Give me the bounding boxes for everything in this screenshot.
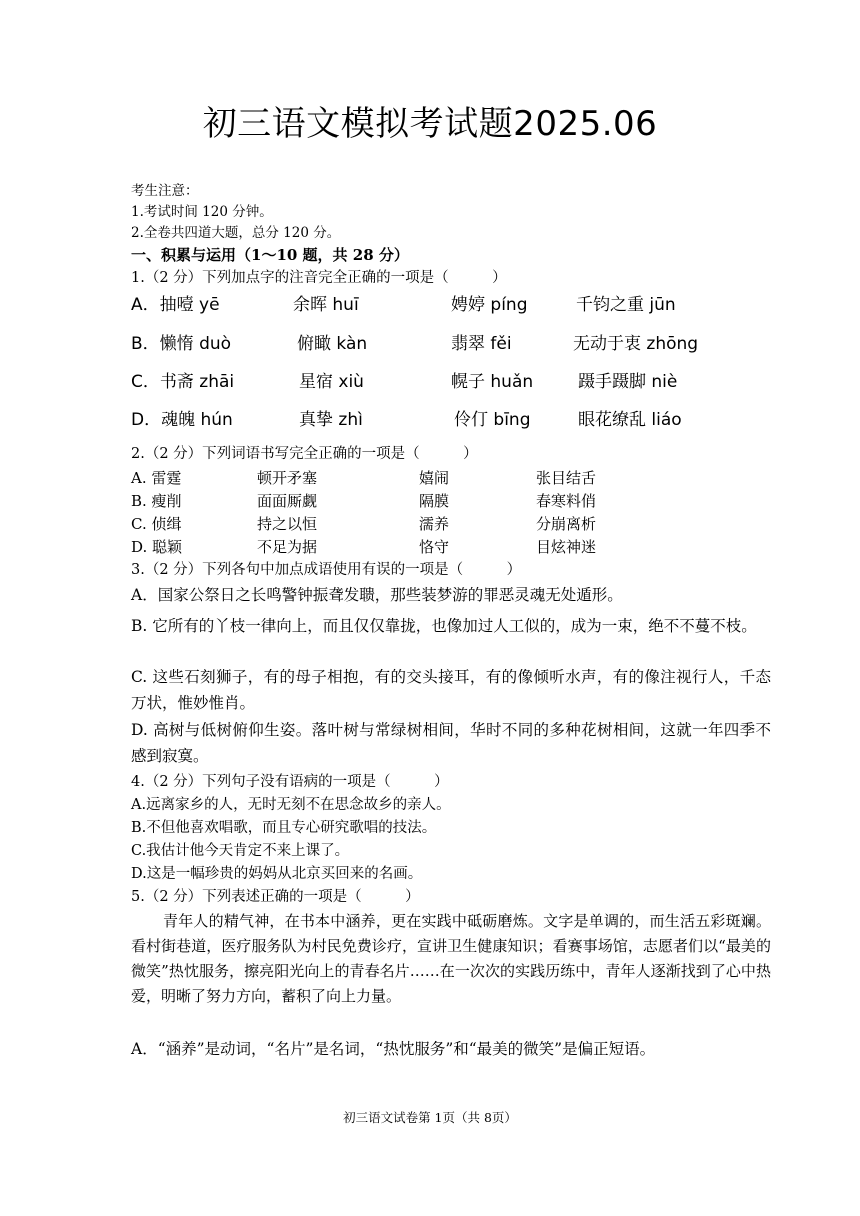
- question-2-option-row: [131, 467, 771, 489]
- question-2-option-row: [131, 536, 771, 558]
- option-cell: 濡养: [419, 515, 450, 533]
- option-cell: 面面厮觑: [257, 492, 318, 510]
- question-1-option-row: [131, 331, 771, 357]
- option-cell: 翡翠 fěi: [451, 334, 512, 354]
- option-cell: 隔膜: [419, 492, 450, 510]
- option-cell: 持之以恒: [257, 515, 318, 533]
- option-cell: C．书斋 zhāi: [131, 372, 235, 392]
- notice-item: 2.全卷共四道大题，总分 120 分。: [131, 225, 341, 241]
- question-3-stem: 3.（2 分）下列各句中加点成语使用有误的一项是（ ）: [131, 562, 522, 578]
- option-cell: 余晖 huī: [293, 295, 359, 315]
- page-footer: 初三语文试卷第 1页（共 8页）: [343, 1110, 517, 1125]
- question-2-option-row: [131, 513, 771, 535]
- question-4-option: A.远离家乡的人，无时无刻不在思念故乡的亲人。: [131, 797, 451, 813]
- question-3-option: D. 高树与低树俯仰生姿。落叶树与常绿树相间，华时不同的多种花树相间，这就一年四季不感到寂寞。: [131, 721, 771, 765]
- question-5-stem: 5.（2 分）下列表述正确的一项是（ ）: [131, 889, 420, 905]
- question-4-option: C.我估计他今天肯定不来上课了。: [131, 843, 350, 859]
- option-cell: 张目结舌: [536, 469, 597, 487]
- question-3-option: A．国家公祭日之长鸣警钟振聋发聩，那些装梦游的罪恶灵魂无处遁形。: [131, 586, 623, 604]
- question-5-passage: 青年人的精气神，在书本中涵养，更在实践中砥砺磨炼。文字是单调的，而生活五彩斑斓。看村街巷道，医疗服务队为村民免费诊疗，宣讲卫生健康知识；看赛事场馆，志愿者们以“最美的微笑”热忱服务，擦亮阳光向上的青春名片……在一次次的实践历练中，青年人逐渐找到了心中热爱，明晰了努力方向，蓄积了向上力量。: [131, 912, 771, 1005]
- option-cell: D. 聪颖: [131, 538, 183, 556]
- question-3-option: B. 它所有的丫枝一律向上，而且仅仅靠拢，也像加过人工似的，成为一束，绝不不蔓不枝。: [131, 617, 757, 635]
- question-1-stem: 1.（2 分）下列加点字的注音完全正确的一项是（ ）: [131, 270, 507, 286]
- question-3-option: C. 这些石刻狮子，有的母子相抱，有的交头接耳，有的像倾听水声，有的像注视行人，千态万状，惟妙惟肖。: [131, 668, 771, 712]
- question-2-option-row: [131, 490, 771, 512]
- notice-heading: 考生注意：: [131, 183, 199, 199]
- option-cell: 不足为据: [257, 538, 318, 556]
- option-cell: 娉婷 píng: [451, 295, 528, 315]
- option-cell: 蹑手蹑脚 niè: [578, 372, 678, 392]
- option-cell: 顿开矛塞: [257, 469, 318, 487]
- section-heading: 一、积累与运用（1～10 题，共 28 分）: [131, 246, 409, 264]
- option-cell: C. 侦缉: [131, 515, 182, 533]
- option-cell: 伶仃 bīng: [454, 410, 531, 430]
- question-2-stem: 2.（2 分）下列词语书写完全正确的一项是（ ）: [131, 446, 478, 462]
- option-cell: 真挚 zhì: [299, 410, 363, 430]
- option-cell: 春寒料俏: [536, 492, 597, 510]
- page-title: 初三语文模拟考试题2025.06: [202, 104, 658, 144]
- option-cell: 幌子 huǎn: [451, 372, 534, 392]
- option-cell: 分崩离析: [536, 515, 597, 533]
- question-4-stem: 4.（2 分）下列句子没有语病的一项是（ ）: [131, 774, 449, 790]
- option-cell: B. 瘦削: [131, 492, 182, 510]
- option-cell: 眼花缭乱 liáo: [578, 410, 682, 430]
- option-cell: A. 雷霆: [131, 469, 182, 487]
- question-5-option: A．“涵养”是动词，“名片”是名词，“热忱服务”和“最美的微笑”是偏正短语。: [131, 1040, 656, 1058]
- option-cell: B．懒惰 duò: [131, 334, 232, 354]
- question-1-option-row: [131, 292, 771, 318]
- question-4-option: D.这是一幅珍贵的妈妈从北京买回来的名画。: [131, 866, 423, 882]
- question-4-option: B.不但他喜欢唱歌，而且专心研究歌唱的技法。: [131, 820, 437, 836]
- option-cell: 无动于衷 zhōng: [573, 334, 699, 354]
- option-cell: 千钧之重 jūn: [576, 295, 676, 315]
- option-cell: 俯瞰 kàn: [297, 334, 368, 354]
- option-cell: 恪守: [419, 538, 450, 556]
- question-1-option-row: [131, 407, 771, 433]
- option-cell: A．抽噎 yē: [131, 295, 220, 315]
- option-cell: 目炫神迷: [536, 538, 597, 556]
- option-cell: 星宿 xiù: [299, 372, 364, 392]
- notice-item: 1.考试时间 120 分钟。: [131, 204, 273, 220]
- option-cell: D．魂魄 hún: [131, 410, 233, 430]
- question-1-option-row: [131, 369, 771, 395]
- option-cell: 嬉闹: [419, 469, 450, 487]
